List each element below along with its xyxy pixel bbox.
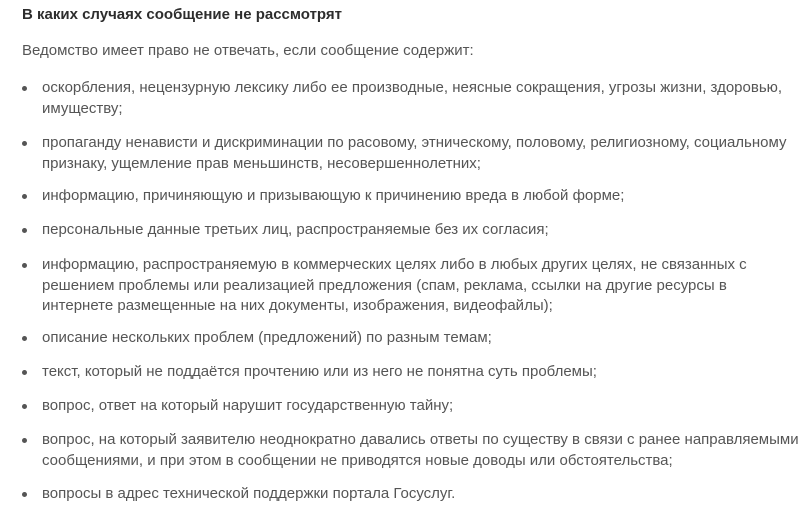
bullet-icon [22,194,27,199]
list-item-text: информацию, причиняющую и призывающую к причинению вреда в любой форме; [42,187,625,204]
bullet-icon [22,370,27,375]
list-item [22,396,807,417]
list-item [22,78,807,119]
list-item-text: оскорбления, нецензурную лексику либо ее производные, неясные сокращения, угрозы жизни, здоровью, имуществу; [42,79,783,117]
list-item [22,328,807,349]
list-item-text: информацию, распространяемую в коммерческих целях либо в любых других целях, не связанных с решением проблемы или реализацией предложения (спам, реклама, ссылки на другие ресурсы в интернете размещенные на них документы, изображения, видеофайлы); [42,256,747,314]
bullet-icon [22,228,27,233]
intro-text: Ведомство имеет право не отвечать, если сообщение содержит: [22,42,474,59]
bullet-icon [22,86,27,91]
bullet-icon [22,336,27,341]
list-item [22,484,807,505]
list-item-text: вопрос, ответ на который нарушит государственную тайну; [42,397,454,414]
list-item [22,133,807,174]
list-item [22,255,807,317]
list-item [22,186,807,207]
bullet-icon [22,263,27,268]
list-item-text: вопросы в адрес технической поддержки портала Госуслуг. [42,485,456,502]
list-item-text: описание нескольких проблем (предложений) по разным темам; [42,329,492,346]
bullet-icon [22,492,27,497]
list-item-text: текст, который не поддаётся прочтению или из него не понятна суть проблемы; [42,363,597,380]
list-item [22,220,807,241]
list-item [22,430,807,471]
section-title: В каких случаях сообщение не рассмотрят [22,6,342,23]
list-item-text: вопрос, на который заявителю неоднократно давались ответы по существу в связи с ранее направляемыми сообщениями, и при этом в сообщении не приводятся новые доводы или обстоятельства; [42,431,799,469]
bullet-icon [22,438,27,443]
bullet-icon [22,404,27,409]
list-item-text: пропаганду ненависти и дискриминации по расовому, этническому, половому, религиозному, социальному признаку, ущемление прав меньшинств, несовершеннолетних; [42,134,787,172]
list-item-text: персональные данные третьих лиц, распространяемые без их согласия; [42,221,549,238]
list-item [22,362,807,383]
bullet-icon [22,141,27,146]
